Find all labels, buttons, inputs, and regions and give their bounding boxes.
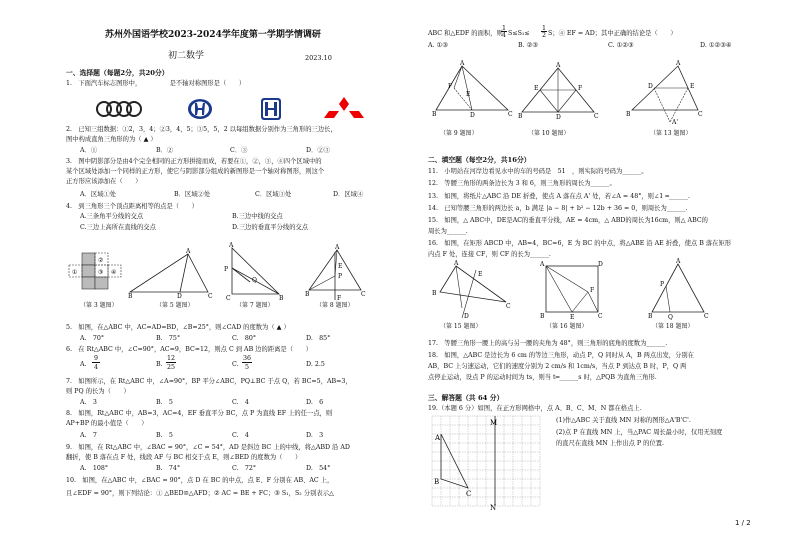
- svg-text:C: C: [508, 111, 513, 118]
- svg-text:④: ④: [111, 269, 117, 276]
- svg-text:C: C: [704, 313, 709, 320]
- question-19-part1: (1)作△ABC 关于直线 MN 对称的图形△A'B'C'.: [556, 417, 691, 424]
- question-16-line2: 内点 F 处，连接 CF，则 CF 的长为______.: [428, 251, 551, 258]
- svg-text:①: ①: [72, 269, 78, 276]
- svg-text:D: D: [177, 293, 182, 300]
- q9-option-d: D. 54°: [306, 465, 331, 472]
- figure-16-rectangle: [540, 262, 610, 322]
- question-10-line3b: S≤S₁≤: [508, 30, 530, 37]
- q7-option-c: C. 4: [232, 399, 249, 406]
- q10-option-d: D. ①②③④: [700, 42, 732, 49]
- q6-option-d: D. 2.5: [306, 361, 325, 368]
- exam-title: 苏州外国语学校2023-2024学年度第一学期学情调研: [105, 30, 321, 40]
- q6-a-denominator: 4: [93, 364, 98, 371]
- question-7-line2: 则 PQ 的长为（ ）: [66, 388, 130, 395]
- figure-8-triangle: [305, 246, 365, 302]
- question-10-line2: 且∠EDF = 90°，则下列结论：① △BED≌△AFD；② AC = BE + FC；③ S₁，S₂ 分别表示△: [66, 490, 334, 497]
- svg-text:Q: Q: [668, 314, 673, 321]
- figure-13-triangle: [618, 60, 708, 124]
- q6-option-c: C.: [232, 361, 239, 368]
- question-13: 13. 如图，将纸片△ABC 沿 DE 折叠，使点 A 落在点 A' 处，若∠A = 48°，则∠1 ═______.: [428, 193, 690, 200]
- question-15-line2: 周长为______.: [428, 228, 468, 235]
- figure-16-caption: （第 16 题图）: [546, 323, 588, 330]
- svg-text:Q: Q: [252, 277, 257, 284]
- question-2-line1: 2. 已知三组数据：①2，3，4；②3，4，5；③5，5，2 以每组数据分别作为三角形的三边长，: [66, 126, 337, 133]
- question-10-line1: 10. 如图，在△ABC 中，∠BAC = 90°，点 D 在 BC 的中点，点 E、F 分别在 AB、AC 上，: [66, 477, 334, 484]
- exam-subject: 初二数学: [168, 51, 205, 61]
- svg-text:A': A': [672, 119, 678, 126]
- svg-text:B: B: [128, 293, 133, 300]
- q8-option-a: A. 7: [80, 432, 97, 439]
- svg-text:E: E: [690, 83, 695, 90]
- figure-3-caption: （第 3 题图）: [80, 302, 118, 309]
- q3-option-b: B．区域②处: [174, 191, 211, 198]
- svg-text:A: A: [540, 261, 545, 268]
- svg-text:M: M: [490, 419, 498, 427]
- honda-logo-icon: [261, 98, 281, 120]
- question-7-line1: 7. 如图所示，在 Rt△ABC 中，∠A=90°，BP 平分∠ABC，PQ⊥BC 于点 Q，若 BC=5，AB=3，: [66, 378, 352, 385]
- svg-text:C: C: [226, 295, 231, 302]
- q7-option-a: A. 3: [80, 399, 97, 406]
- q3-option-c: C．区域③处: [255, 191, 292, 198]
- q2-option-d: D．②③: [306, 147, 330, 154]
- q9-option-b: B. 74°: [156, 465, 181, 472]
- svg-text:A: A: [676, 60, 681, 67]
- q5-option-a: A. 70°: [80, 335, 105, 342]
- svg-text:E: E: [570, 314, 575, 321]
- figure-10-caption: （第 10 题图）: [528, 130, 570, 137]
- svg-text:F: F: [578, 85, 583, 92]
- q5-option-b: B. 75°: [156, 335, 181, 342]
- question-6: 6. 在 Rt△ABC 中，∠C=90°，AC=9，BC=12，则点 C 到 AB 边的距离是（ ）: [66, 346, 312, 353]
- svg-text:B: B: [518, 113, 523, 120]
- svg-text:D: D: [598, 261, 603, 268]
- svg-text:P: P: [660, 281, 665, 288]
- svg-text:P: P: [338, 273, 343, 280]
- question-10-line3c: S；④ EF = AD；其中正确的结论是（ ）: [548, 30, 677, 37]
- svg-text:A: A: [335, 244, 340, 251]
- question-4: 4. 到三角形三个顶点距离相等的点是（ ）: [66, 203, 198, 210]
- q6-b-denominator: 25: [166, 364, 175, 371]
- figure-3-grid: [64, 253, 124, 301]
- svg-text:C: C: [594, 113, 599, 120]
- svg-text:C: C: [361, 291, 366, 298]
- question-17: 17. 等腰三角形一腰上的高与另一腰的夹角为 48°，则三角形的底角的度数为______.: [428, 340, 668, 347]
- svg-text:E: E: [534, 85, 539, 92]
- svg-text:B: B: [432, 111, 437, 118]
- q1-logos: [96, 96, 396, 126]
- question-14: 14. 已知等腰三角形的两边长 a，b 满足 |a − 8| + b² − 12b + 36 = 0，则周长为______.: [428, 205, 688, 212]
- svg-text:D: D: [556, 114, 561, 121]
- question-18-line2: AB，BC 上匀速运动，它们的速度分别为 2 cm/s 和 1cm/s，当点 P 到达点 B 时，P，Q 两: [428, 363, 687, 370]
- svg-text:C: C: [506, 303, 511, 310]
- svg-text:E: E: [466, 91, 471, 98]
- svg-text:F: F: [448, 83, 453, 90]
- q9-option-c: C. 72°: [232, 465, 257, 472]
- question-10-line3a: ABC 和△EDF 的面积，则: [428, 30, 503, 37]
- q10-option-a: A. ①③: [428, 42, 448, 49]
- question-9-line1: 9. 如图，在 Rt△ABC 中，∠BAC = 90°，∠C = 54°，AD 是斜边 BC 上的中线，将△ABD 沿 AD: [66, 444, 350, 451]
- hyundai-logo-icon: [188, 99, 212, 119]
- q8-option-b: B. 5: [156, 432, 173, 439]
- q3-option-d: D．区域④: [333, 191, 364, 198]
- svg-text:D: D: [470, 112, 475, 119]
- svg-text:E: E: [478, 271, 483, 278]
- q5-option-d: D. 85°: [306, 335, 331, 342]
- svg-text:A: A: [460, 60, 465, 67]
- svg-text:C: C: [466, 490, 472, 498]
- page-number: 1 / 2: [735, 519, 751, 527]
- figure-19-grid: [432, 416, 542, 512]
- figure-9-triangle: [432, 60, 512, 124]
- q6-option-b: B.: [156, 361, 163, 368]
- svg-text:F: F: [337, 295, 342, 302]
- figure-18-triangle: [648, 260, 708, 322]
- figure-9-caption: （第 9 题图）: [440, 130, 478, 137]
- figure-8-caption: （第 8 题图）: [316, 302, 354, 309]
- question-16-line1: 16. 如图，在矩形 ABCD 中，AB=4，BC=6，E 为 BC 的中点，将△ABE 沿 AE 折叠，使点 B 落在矩形: [428, 240, 732, 247]
- svg-text:F: F: [590, 287, 595, 294]
- question-12: 12. 等腰三角形的两条边长为 3 和 6，则三角形的周长为______。: [428, 180, 616, 187]
- figure-7-triangle: [224, 244, 284, 304]
- question-11: 11. 小明站在河岸边看见水中的车的号码是 51 ，则实际的号码为______。: [428, 168, 648, 175]
- question-18-line1: 18. 如图，△ABC 是边长为 6 cm 的等边三角形，动点 P，Q 同时从 A，B 两点出发，分别在: [428, 352, 694, 359]
- q2-option-b: B．②: [156, 147, 174, 154]
- q2-option-a: A．①: [80, 147, 98, 154]
- svg-text:C: C: [208, 293, 213, 300]
- figure-18-caption: （第 18 题图）: [652, 323, 694, 330]
- q8-option-c: C. 4: [232, 432, 249, 439]
- q5-option-c: C. 80°: [232, 335, 257, 342]
- q6-c-denominator: 5: [244, 364, 249, 371]
- mitsubishi-logo-icon: [324, 97, 364, 118]
- question-2-line2: 图中构成直角三角形的为（ ▲ ）: [66, 136, 157, 143]
- section-1-heading: 一、选择题（每题2分，共20分）: [66, 69, 169, 77]
- q2-option-c: C．③: [230, 147, 248, 154]
- audi-rings-icon: [97, 102, 141, 116]
- q6-c-numerator: 36: [242, 355, 251, 362]
- q3-option-a: A．区域①处: [80, 191, 117, 198]
- figure-13-caption: （第 13 题图）: [650, 130, 692, 137]
- question-3-line1: 3. 图中阴影部分是由4个完全相同的正方形拼接而成，若要在①，②，③，④四个区域中的: [66, 158, 322, 165]
- svg-text:B: B: [279, 295, 284, 302]
- q4-option-a: A.三条角平分线的交点: [80, 213, 144, 220]
- figure-10-triangle: [518, 62, 598, 124]
- q8-option-d: D. 3: [306, 432, 324, 439]
- q4-option-d: D.三边的垂直平分线的交点: [232, 224, 309, 231]
- q6-option-a: A.: [80, 361, 87, 368]
- svg-text:D: D: [648, 83, 653, 90]
- figure-15-triangle: [432, 262, 512, 322]
- q9-option-a: A. 108°: [80, 465, 109, 472]
- q10-option-b: B. ②③: [518, 42, 538, 49]
- svg-text:B: B: [648, 313, 653, 320]
- q6-b-numerator: 12: [166, 355, 175, 362]
- svg-text:B: B: [434, 478, 440, 486]
- question-3-line2: 某个区域处添加一个同样的正方形，使它与阴影部分组成的新图形是一个轴对称图形，则这个: [66, 168, 325, 175]
- svg-text:A: A: [556, 62, 561, 69]
- q6-a-numerator: 9: [93, 355, 98, 362]
- svg-text:A: A: [435, 434, 441, 442]
- q7-option-d: D. 6: [306, 399, 324, 406]
- svg-text:A: A: [676, 258, 681, 265]
- svg-text:C: C: [598, 313, 603, 320]
- question-19: 19.（本题 6 分）如图，在正方形网格中，点 A、B、C、M、N 都在格点上.: [428, 405, 642, 412]
- q4-option-b: B.三边中线的交点: [232, 213, 283, 220]
- svg-text:P: P: [224, 266, 229, 273]
- svg-text:B: B: [432, 290, 437, 297]
- svg-text:B: B: [540, 313, 545, 320]
- svg-text:A: A: [229, 242, 234, 249]
- svg-text:B: B: [305, 291, 310, 298]
- question-8-line2: AP+BP 的最小值是（ ）: [66, 420, 148, 427]
- figure-5-triangle: [128, 250, 218, 298]
- question-1: 1. 下面汽车标志图形中， 是不轴对称图形是（ ）: [66, 80, 246, 87]
- section-2-heading: 二、填空题（每空2分，共16分）: [428, 156, 531, 164]
- question-9-line2: 翻折，使 B 落在点 F 处，线段 AF 与 BC 相交于点 E，则∠BED 的度数为（ ）: [66, 454, 302, 461]
- figure-7-caption: （第 7 题图）: [236, 302, 274, 309]
- question-5: 5. 如图，在△ABC 中，AC=AD=BD，∠B=25°，则∠CAD 的度数为（ ▲ ）: [66, 324, 290, 331]
- svg-text:B: B: [626, 111, 631, 118]
- svg-text:②: ②: [98, 257, 104, 264]
- q7-option-b: B. 5: [156, 399, 173, 406]
- svg-text:C: C: [698, 111, 703, 118]
- svg-text:D: D: [464, 313, 469, 320]
- svg-text:N: N: [490, 504, 497, 512]
- q10-option-c: C. ①②③: [608, 42, 634, 49]
- question-15-line1: 15. 如图，△ ABC中，DE是AC的垂直平分线，AE = 4cm，△ ABD的周长为16cm，则△ ABC的: [428, 217, 708, 224]
- question-19-part2-line2: 的直尺在直线 MN 上作出点 P 的位置.: [556, 440, 665, 447]
- question-19-part2-line1: (2)点 P 在直线 MN 上，当△PAC 周长最小时，仅用无刻度: [556, 429, 723, 436]
- figure-5-caption: （第 5 题图）: [156, 302, 194, 309]
- section-3-heading: 三、解答题（共 64 分）: [428, 394, 504, 402]
- question-18-line3: 点停止运动，设点 P 的运动时间为 ts，则当 t═______s 时，△PQB 为直角三角形.: [428, 374, 657, 381]
- svg-text:A: A: [454, 260, 459, 267]
- svg-text:A: A: [186, 248, 191, 255]
- svg-text:E: E: [338, 263, 343, 270]
- exam-date: 2023.10: [305, 54, 332, 62]
- figure-15-caption: （第 15 题图）: [440, 323, 482, 330]
- svg-text:③: ③: [98, 269, 104, 276]
- question-8-line1: 8. 如图，Rt△ABC 中，AB=3，AC=4，EF 垂直平分 BC，点 P 为直线 EF 上的任一点，则: [66, 410, 333, 417]
- q4-option-c: C.三边上高所在直线的交点: [80, 224, 156, 231]
- question-3-line3: 正方形应该添加在（ ）: [66, 178, 142, 185]
